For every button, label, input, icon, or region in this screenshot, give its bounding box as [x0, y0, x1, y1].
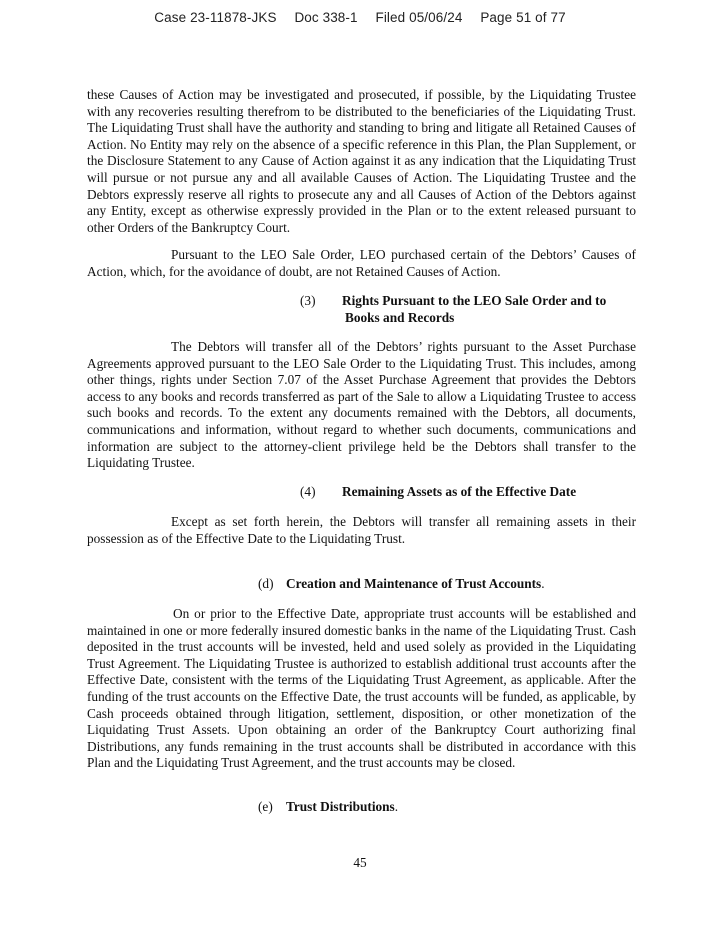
paragraph-retained-causes: these Causes of Action may be investigated and prosecuted, if possible, by the Liquidating Trustee with any recoveries resulting therefrom to be distributed to the beneficiaries of the Liquidating Trust. The Liquidating Trust shall have the authority and standing to bring and litigate all Retained Causes of Action. No Entity may rely on the absence of a specific reference in this Plan, the Plan Supplement, or the Disclosure Statement to any Cause of Action against it as any indication that the Liquidating Trust will pursue or not pursue any and all available Causes of Action. The Liquidating Trustee and the Debtors expressly reserve all rights to prosecute any and all Causes of Action of the Debtors against any Entity, except as otherwise expressly provided in the Plan or to the extent released pursuant to other Orders of the Bankruptcy Court. [87, 87, 636, 235]
paragraph-asset-transfer: The Debtors will transfer all of the Debtors’ rights pursuant to the Asset Purchase Agreements approved pursuant to the LEO Sale Order to the Liquidating Trust. This includes, among other things, rights under Section 7.07 of the Asset Purchase Agreement that provides the Debtors access to any books and records transferred as part of the Sale to allow a Liquidating Trustee to access such books and records. To the extent any documents remained with the Debtors, all documents, communications and information, without regard to whether such documents, communications and information are subject to the attorney-client privilege held be the Debtors shall transfer to the Liquidating Trustee. [87, 339, 636, 471]
heading-title: Trust Distributions [286, 799, 395, 814]
paragraph-trust-accounts: On or prior to the Effective Date, appropriate trust accounts will be established and maintained in one or more federally insured domestic banks in the name of the Liquidating Trust. Cash deposited in the trust accounts will be invested, held and used solely as provided in the Liquidating Trust Agreement. The Liquidating Trustee is authorized to establish additional trust accounts after the Effective Date, consistent with the terms of the Liquidating Trust Agreement, as applicable. After the funding of the trust accounts on the Effective Date, the trust accounts will be funded, as applicable, by Cash proceeds obtained through litigation, settlement, disposition, or other monetization of the Liquidating Trust Assets. Upon obtaining an order of the Bankruptcy Court authorizing final Distributions, any funds remaining in the trust accounts shall be distributed in accordance with this Plan and the Liquidating Trust Agreement, and the trust accounts may be closed. [87, 606, 636, 771]
heading-number: (4) [300, 484, 316, 499]
court-filing-header [0, 10, 720, 25]
heading-trust-accounts [258, 576, 598, 593]
heading-number: (3) [300, 293, 316, 308]
page-count: Page 51 of 77 [480, 10, 566, 25]
heading-remaining-assets [300, 484, 640, 501]
heading-title: Remaining Assets as of the Effective Date [342, 484, 577, 499]
heading-rights-pursuant [300, 293, 640, 327]
heading-number: (d) [258, 576, 274, 591]
heading-trust-distributions [258, 799, 598, 816]
heading-punctuation: . [541, 576, 545, 591]
paragraph-remaining-assets: Except as set forth herein, the Debtors will transfer all remaining assets in their possession as of the Effective Date to the Liquidating Trust. [87, 514, 636, 546]
heading-title-line1: Rights Pursuant to the LEO Sale Order and to [342, 293, 607, 308]
heading-number: (e) [258, 799, 273, 814]
heading-title-line2: Books and Records [345, 309, 455, 325]
filed-date: Filed 05/06/24 [375, 10, 463, 25]
heading-punctuation: . [394, 799, 399, 814]
doc-number: Doc 338-1 [294, 10, 358, 25]
paragraph-leo-purchase: Pursuant to the LEO Sale Order, LEO purchased certain of the Debtors’ Causes of Action, which, for the avoidance of doubt, are not Retained Causes of Action. [87, 247, 636, 279]
heading-title: Creation and Maintenance of Trust Accounts [286, 576, 542, 591]
page-number: 45 [353, 855, 367, 870]
case-number: Case 23-11878-JKS [154, 10, 277, 25]
